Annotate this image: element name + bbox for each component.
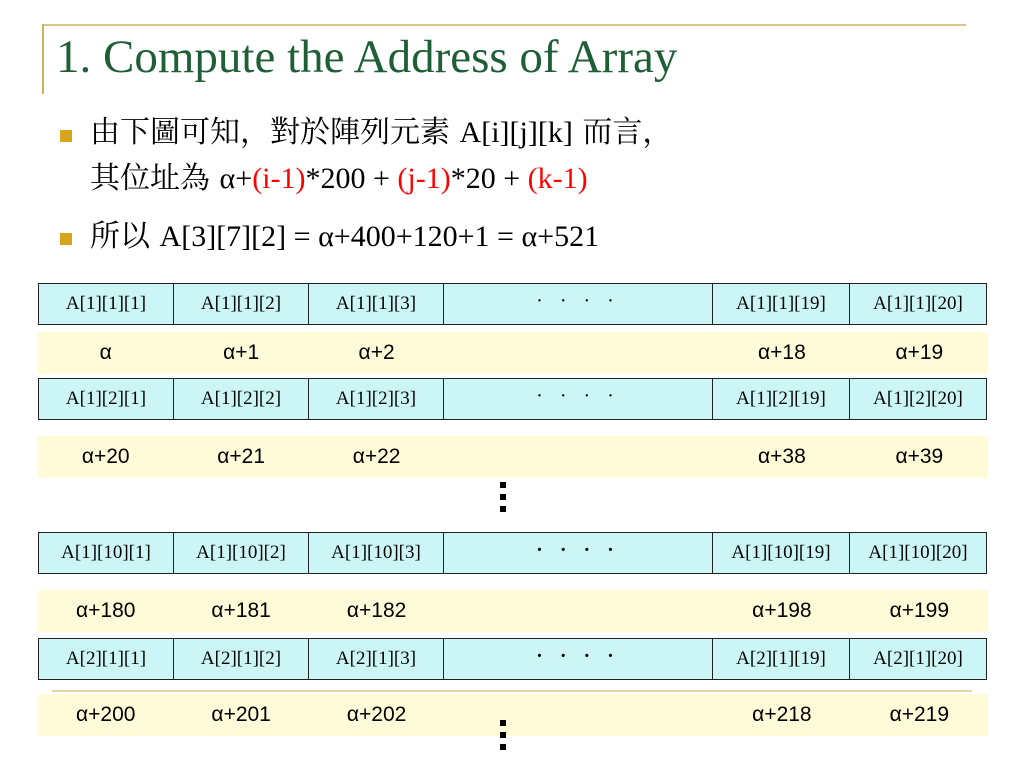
address-cell: α+181 bbox=[211, 599, 271, 622]
address-cell: α+198 bbox=[752, 599, 812, 622]
address-cell: α+20 bbox=[81, 445, 130, 468]
formula-k-term: (k-1) bbox=[527, 162, 588, 195]
address-cell: α+38 bbox=[758, 445, 806, 468]
bullet-1-line-2 bbox=[90, 160, 588, 198]
address-cell: α+18 bbox=[758, 341, 806, 364]
formula-alpha: α+ bbox=[219, 162, 253, 195]
element-cell: A[1][1][20] bbox=[849, 283, 987, 325]
address-cell: α+200 bbox=[75, 703, 136, 726]
address-cell: α+21 bbox=[217, 445, 266, 468]
address-cell: α+180 bbox=[75, 599, 136, 622]
element-cell: A[1][2][3] bbox=[308, 378, 444, 420]
bullet-2-text-zh: 所以 bbox=[90, 219, 160, 254]
divider bbox=[52, 690, 972, 692]
address-cell: α+2 bbox=[358, 341, 395, 364]
bullet-1-text-zh: 由下圖可知，對於陣列元素 bbox=[90, 115, 460, 150]
element-cell: A[2][1][1] bbox=[38, 638, 174, 680]
ellipsis-cell: · · · · bbox=[443, 532, 713, 574]
element-cell: A[1][10][20] bbox=[849, 532, 987, 574]
formula-i-term: (i-1) bbox=[252, 162, 306, 195]
address-cell: α+182 bbox=[346, 599, 407, 622]
formula-mult-20: *20 + bbox=[450, 162, 528, 195]
bullet-2 bbox=[90, 218, 599, 256]
element-cell: A[1][1][1] bbox=[38, 283, 174, 325]
bullet-2-text-en: A[3][7][2] = α+400+120+1 = α+521 bbox=[159, 220, 600, 253]
address-cell: α+22 bbox=[352, 445, 401, 468]
vertical-ellipsis-icon bbox=[498, 720, 508, 750]
formula-j-term: (j-1) bbox=[397, 162, 451, 195]
address-row-1 bbox=[38, 332, 988, 374]
address-cell: α+1 bbox=[223, 341, 260, 364]
formula-prefix: 其位址為 bbox=[90, 161, 220, 196]
element-cell: A[1][2][19] bbox=[712, 378, 850, 420]
element-cell: A[1][2][20] bbox=[849, 378, 987, 420]
address-cell: α+202 bbox=[346, 703, 407, 726]
title-rule bbox=[42, 24, 44, 94]
element-cell: A[1][1][2] bbox=[173, 283, 309, 325]
address-cell bbox=[444, 332, 713, 374]
element-row-3 bbox=[38, 532, 988, 574]
address-cell: α+219 bbox=[889, 703, 950, 726]
address-cell: α+39 bbox=[895, 445, 944, 468]
element-cell: A[1][2][1] bbox=[38, 378, 174, 420]
element-cell: A[2][1][3] bbox=[308, 638, 444, 680]
address-cell bbox=[444, 694, 713, 736]
page-title: 1. Compute the Address of Array bbox=[56, 31, 678, 83]
ellipsis-cell: · · · · bbox=[443, 283, 713, 325]
ellipsis-cell: · · · · bbox=[443, 638, 713, 680]
element-cell: A[2][1][19] bbox=[712, 638, 850, 680]
element-cell: A[2][1][20] bbox=[849, 638, 987, 680]
address-cell: α+19 bbox=[895, 341, 944, 364]
element-cell: A[1][10][19] bbox=[712, 532, 850, 574]
bullet-1-text-en: A[i][j][k] bbox=[459, 116, 573, 149]
element-cell: A[1][1][19] bbox=[712, 283, 850, 325]
address-cell: α+199 bbox=[889, 599, 950, 622]
element-row-4 bbox=[38, 638, 988, 680]
element-cell: A[1][1][3] bbox=[308, 283, 444, 325]
ellipsis-cell: · · · · bbox=[443, 378, 713, 420]
vertical-ellipsis-icon bbox=[498, 482, 508, 512]
bullet-square-icon bbox=[60, 233, 72, 245]
address-cell bbox=[444, 590, 713, 632]
address-cell: α+201 bbox=[211, 703, 271, 726]
address-row-2 bbox=[38, 436, 988, 478]
element-cell: A[1][2][2] bbox=[173, 378, 309, 420]
element-cell: A[2][1][2] bbox=[173, 638, 309, 680]
address-cell: α+218 bbox=[752, 703, 812, 726]
header-rule bbox=[42, 24, 966, 26]
address-row-3 bbox=[38, 590, 988, 632]
bullet-1-line-1 bbox=[90, 114, 672, 152]
element-cell: A[1][10][3] bbox=[308, 532, 444, 574]
address-row-4 bbox=[38, 694, 988, 736]
element-row-1 bbox=[38, 283, 988, 325]
formula-mult-200: *200 + bbox=[305, 162, 398, 195]
address-cell bbox=[444, 436, 713, 478]
element-cell: A[1][10][1] bbox=[38, 532, 174, 574]
element-cell: A[1][10][2] bbox=[173, 532, 309, 574]
element-row-2 bbox=[38, 378, 988, 420]
bullet-square-icon bbox=[60, 130, 72, 142]
address-cell: α bbox=[99, 341, 112, 364]
bullet-1-text-zh2: 而言， bbox=[572, 115, 673, 150]
